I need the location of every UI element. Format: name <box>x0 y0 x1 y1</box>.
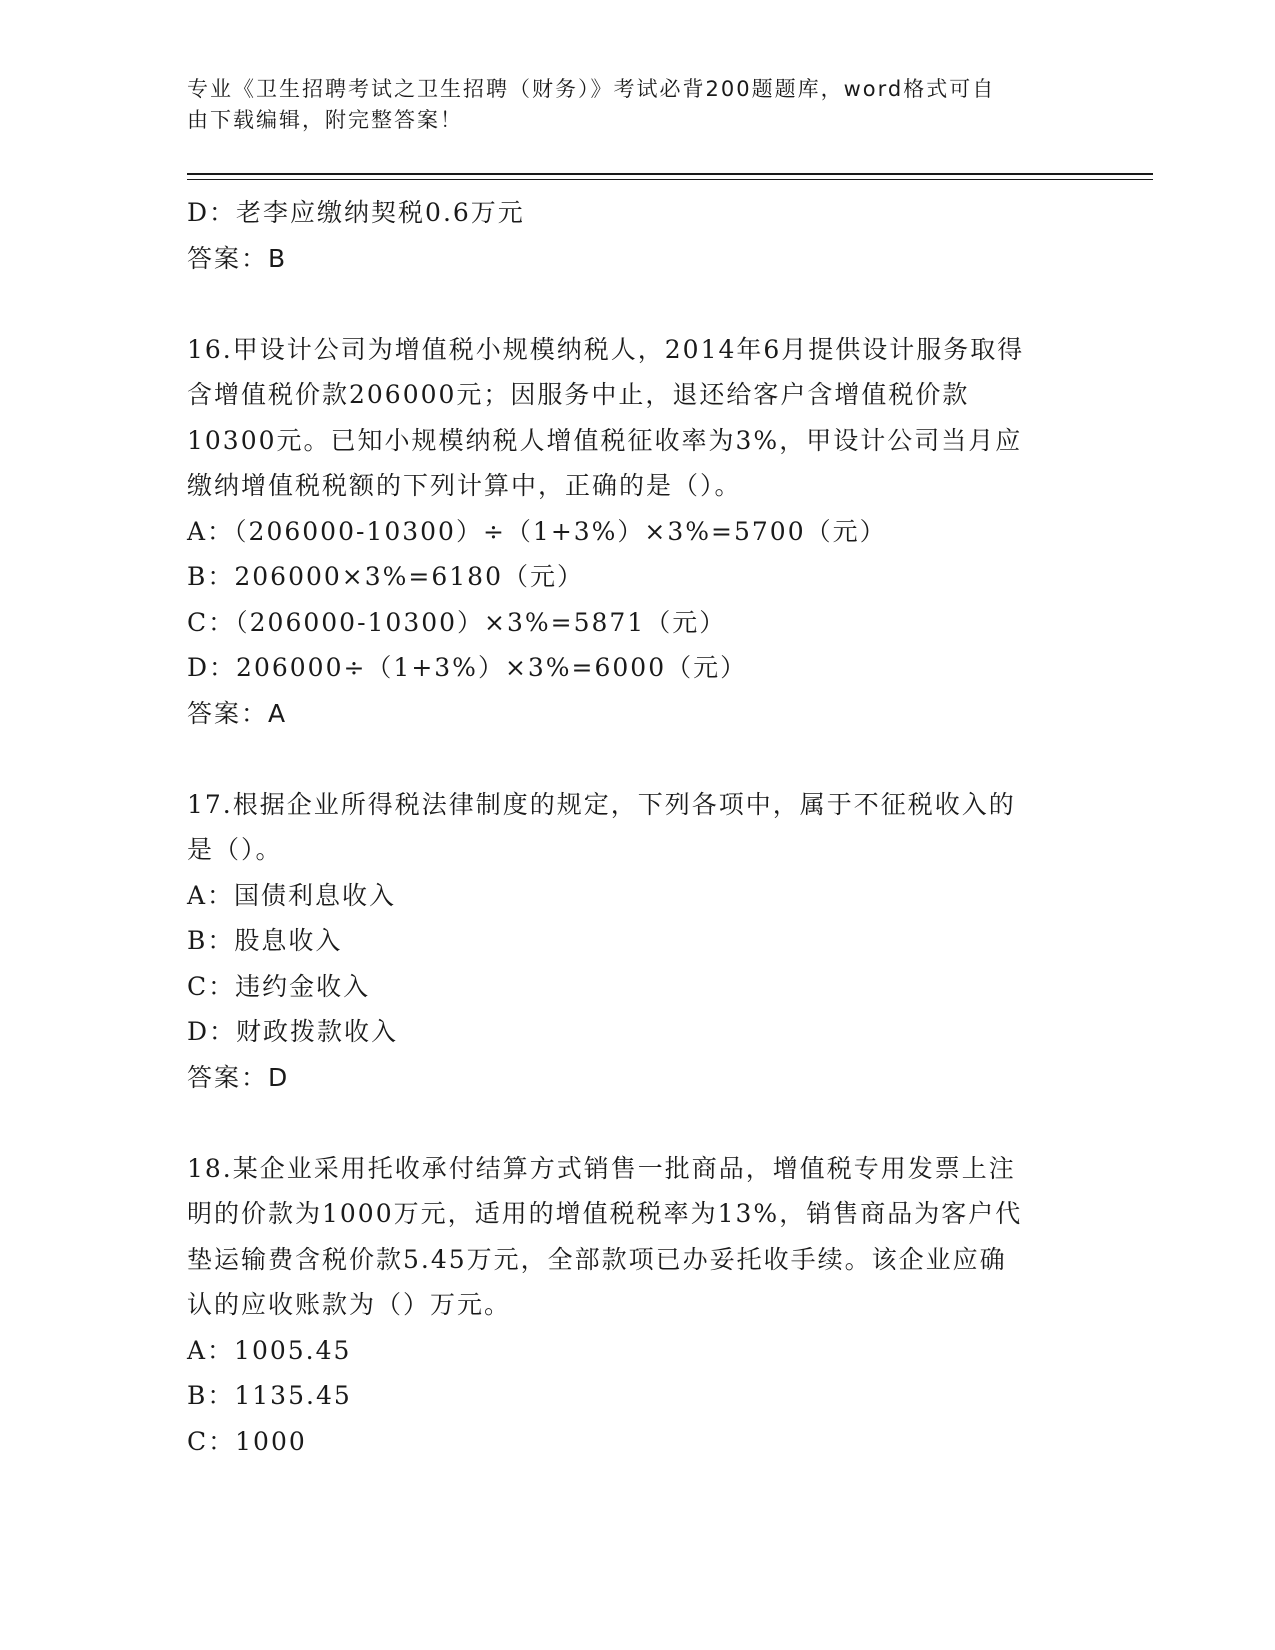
spacer <box>187 281 1087 327</box>
option-b: B：股息收入 <box>187 926 343 955</box>
option-b: B：1135.45 <box>187 1381 352 1410</box>
header-line: 专业《卫生招聘考试之卫生招聘（财务）》考试必背200题题库，word格式可自 <box>187 77 996 101</box>
question-stem-line: 缴纳增值税税额的下列计算中，正确的是（）。 <box>187 471 742 500</box>
option-c: C：违约金收入 <box>187 971 371 1001</box>
spacer <box>187 1100 1087 1146</box>
answer-line: 答案：D <box>187 1062 290 1092</box>
answer-line: 答案：B <box>187 243 288 273</box>
option-a: A：1005.45 <box>187 1335 352 1365</box>
document-header <box>187 74 1087 136</box>
header-line: 由下载编辑，附完整答案！ <box>187 108 463 132</box>
option-c: C：（206000-10300）×3%=5871（元） <box>187 607 727 637</box>
question-stem-line: 18.某企业采用托收承付结算方式销售一批商品，增值税专用发票上注 <box>187 1153 1016 1183</box>
question-stem-line: 10300元。已知小规模纳税人增值税征收率为3%，甲设计公司当月应 <box>187 425 1023 455</box>
answer-line: 答案：A <box>187 698 288 728</box>
option-a: A：（206000-10300）÷（1+3%）×3%=5700（元） <box>187 516 887 546</box>
option-d: D：206000÷（1+3%）×3%=6000（元） <box>187 653 748 682</box>
option-a: A：国债利息收入 <box>187 880 397 910</box>
question-18 <box>187 1146 1087 1465</box>
question-stem-line: 是（）。 <box>187 835 283 864</box>
header-rule-thin <box>187 179 1153 180</box>
spacer <box>187 736 1087 782</box>
question-16 <box>187 327 1087 737</box>
question-stem-line: 认的应收账款为（）万元。 <box>187 1290 512 1319</box>
question-17 <box>187 782 1087 1101</box>
option-d: D：老李应缴纳契税0.6万元 <box>187 198 525 227</box>
question-stem-line: 17.根据企业所得税法律制度的规定，下列各项中，属于不征税收入的 <box>187 789 1016 819</box>
question-stem-line: 明的价款为1000万元，适用的增值税税率为13%，销售商品为客户代 <box>187 1199 1023 1228</box>
option-b: B：206000×3%=6180（元） <box>187 562 584 591</box>
question-stem-line: 垫运输费含税价款5.45万元，全部款项已办妥托收手续。该企业应确 <box>187 1244 1007 1274</box>
document-body <box>187 190 1087 1464</box>
option-c: C：1000 <box>187 1426 307 1456</box>
header-rule-thick <box>187 173 1153 175</box>
option-d: D：财政拨款收入 <box>187 1017 399 1046</box>
question-stem-line: 含增值税价款206000元；因服务中止，退还给客户含增值税价款 <box>187 380 970 409</box>
previous-question-tail <box>187 190 1087 281</box>
question-stem-line: 16.甲设计公司为增值税小规模纳税人，2014年6月提供设计服务取得 <box>187 334 1025 364</box>
